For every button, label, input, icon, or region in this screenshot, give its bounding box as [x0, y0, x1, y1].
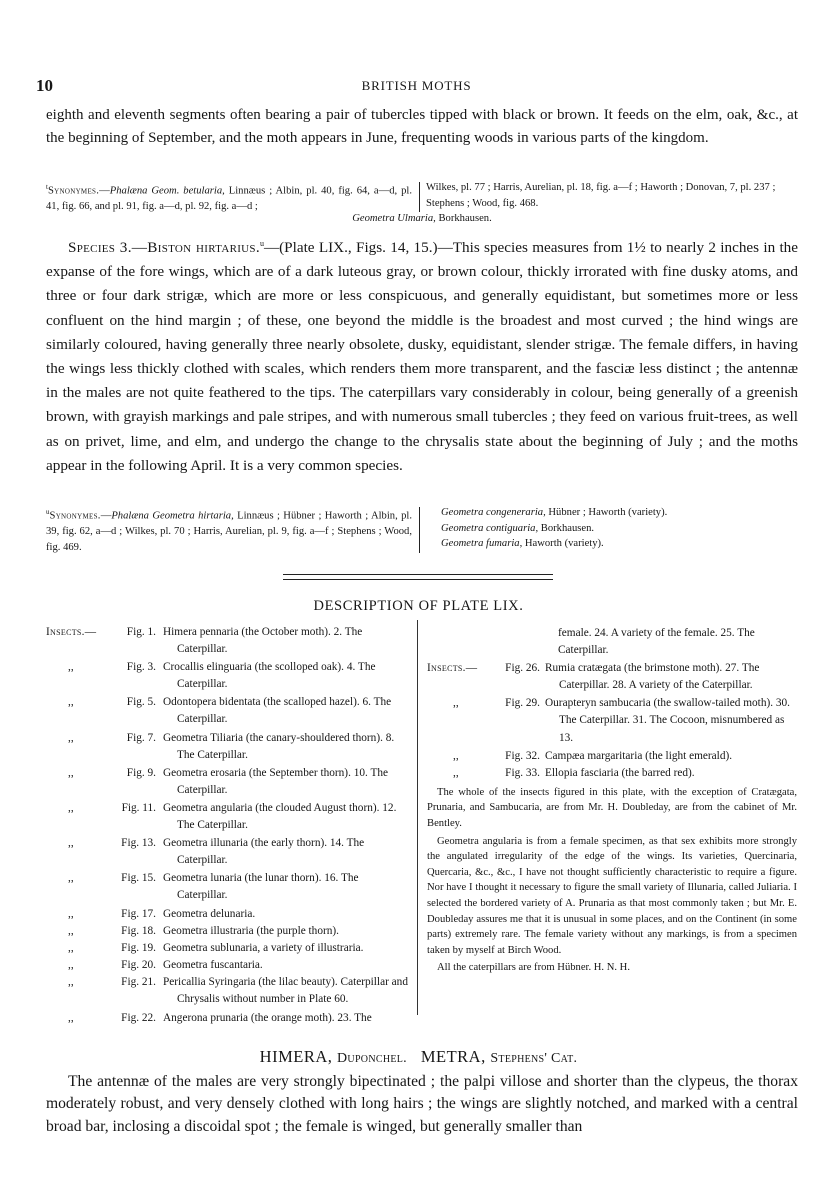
plate-notes [427, 785, 797, 976]
entry-lead: ,, [68, 731, 74, 744]
plate-note: The whole of the insects figured in this plate, with the exception of Cratægata, Prunaria, and Sambucaria, are from Mr. H. Doubleday, are from the cabinet of Mr. Bentley. [427, 786, 797, 830]
entry-lead: ,, [68, 941, 74, 954]
figure-number: Fig. 33. [505, 766, 540, 779]
synonyms-block-1-right: Wilkes, pl. 77 ; Harris, Aurelian, pl. 18, fig. a—f ; Haworth ; Donovan, 7, pl. 237 ; Stephens ; Wood, fig. 468. [426, 182, 776, 209]
synonym-name: Geometra Ulmaria, [352, 213, 436, 224]
synonym-author: Hübner ; Haworth (variety). [548, 507, 668, 518]
plate-entry [46, 624, 408, 658]
plate-note: All the caterpillars are from Hübner. H. N. H. [437, 962, 630, 974]
plate-note: Geometra angularia is from a female specimen, as that sex exhibits more strongly the angulated irregularity of the edge of the wings. Its varieties, Quercinaria, Quercaria, &c., &c., I have not thought sufficiently characteristic to require a figure. Nor have I thought it necessary to figure the small variety of Illunaria, called Juliaria. I selected the bordered variety of A. Prunaria as that most commonly taken ; but Mr. E. Doubleday assures me that it is unusual in some places, and on the Continent (in some parts) extremely rare. The female variety without any markings, is from a specimen taken by myself at Birch Wood. [427, 835, 797, 956]
figure-caption: Angerona prunaria (the orange moth). 23. The [163, 1012, 372, 1025]
synonyms-block-2-right [441, 505, 801, 552]
species-description: —(Plate LIX., Figs. 14, 15.)—This species measures from 1½ to nearly 2 inches in the expanse of the fore wings, which are of a dark luteous gray, or brown colour, thickly irrorated with fine dusky atoms, and three or four dark strigæ, which are more or less conspicuous, and generally equidistant, but sometimes more or less confluent on the hind margin ; of these, one beyond the middle is the broadest and most curved ; the hind wings are similarly coloured, having generally three nearly obsolete, dusky, equidistant, slender strigæ. The female differs, in having the wings less thickly clothed with scales, which renders them more transparent, and the fasciæ less distinct ; the antennæ in the males are not quite feathered to the tips. The caterpillars vary considerably in colour, being generally of a greenish brown, with grayish markings and pale stripes, and with numerous small tubercles ; they feed on various fruit-trees, as well as on privet, lime, and elm, and undergo the change to the chrysalis state about the beginning of July ; and the moths appear in the following April. It is a very common species. [46, 239, 799, 474]
figure-caption: Crocallis elinguaria (the scolloped oak). 4. The Caterpillar. [163, 661, 376, 691]
figure-number: Fig. 26. [505, 662, 540, 675]
footnote-marker: u [46, 508, 50, 516]
continuation-paragraph: eighth and eleventh segments often bearing a pair of tubercles tipped with black or brown. It feeds on the elm, oak, &c., at the beginning of September, and the moth appears in June, frequenting woods in various parts of the kingdom. [46, 107, 798, 146]
entry-lead: ,, [453, 697, 459, 710]
page-header [36, 76, 797, 98]
plate-entry [46, 694, 408, 728]
figure-caption: Geometra fuscantaria. [163, 958, 263, 971]
entry-lead: ,, [453, 749, 459, 762]
figure-caption: Geometra illustraria (the purple thorn). [163, 924, 339, 937]
plate-entry [46, 870, 408, 904]
figure-caption: Geometra Tiliaria (the canary-shouldered thorn). 8. The Caterpillar. [163, 731, 395, 761]
synonyms-label: Synonymes. [47, 185, 100, 197]
figure-caption: Himera pennaria (the October moth). 2. The Caterpillar. [163, 626, 363, 656]
plate-entry [427, 660, 797, 694]
species-3-paragraph [46, 232, 798, 478]
plate-entry [46, 940, 408, 957]
section-rule-top [283, 574, 553, 575]
plate-entry [427, 765, 797, 782]
plate-entry [46, 659, 408, 693]
figure-number: Fig. 18. [121, 924, 156, 937]
figure-number: Fig. 22. [121, 1012, 156, 1025]
footnote-marker: t [46, 183, 48, 191]
section-rule-bottom [283, 579, 553, 580]
figure-caption: Pericallia Syringaria (the lilac beauty). Caterpillar and Chrysalis without number in Plate 60. [163, 975, 408, 1005]
genus-description-paragraph: The antennæ of the males are very strongly bipectinated ; the palpi villose and shorter than the clypeus, the thorax moderately robust, and very densely clothed with long hairs ; the wings are slightly notched, and marked with a central broad bar, inclosing a discoidal spot ; the female is winged, but generally smaller than [46, 1073, 798, 1135]
figure-number: Fig. 17. [121, 907, 156, 920]
synonyms-divider-2 [419, 507, 420, 553]
figure-caption: Rumia cratægata (the brimstone moth). 27. The Caterpillar. 28. A variety of the Caterpillar. [545, 662, 760, 692]
synonym-line [441, 505, 801, 521]
entry-lead: ,, [68, 696, 74, 709]
figure-number: Fig. 5. [126, 696, 156, 709]
running-head: BRITISH MOTHS [361, 78, 472, 93]
plate-figures-right-column [427, 625, 797, 976]
entry-lead: Insects.— [46, 626, 97, 638]
genus-name: HIMERA, [259, 1047, 333, 1066]
entry-lead: ,, [453, 766, 459, 779]
synonyms-block-1-center [46, 211, 798, 227]
figure-number: Fig. 32. [505, 749, 540, 762]
genus-synonym-author: Stephens' Cat. [490, 1051, 578, 1066]
synonyms-label: Synonymes. [49, 510, 101, 522]
entry-lead: ,, [68, 766, 74, 779]
synonym-author: Borkhausen. [438, 213, 492, 224]
plate-entry [427, 695, 797, 746]
plate-title: DESCRIPTION OF PLATE LIX. [313, 598, 524, 614]
genus-author: Duponchel. [337, 1051, 407, 1066]
page-number: 10 [36, 76, 53, 95]
species-name: Biston hirtarius. [147, 239, 260, 257]
plate-entry [46, 923, 408, 940]
plate-entry [46, 1010, 408, 1027]
figure-number: Fig. 11. [121, 801, 156, 814]
plate-entry [427, 748, 797, 765]
synonym-author: Borkhausen. [540, 522, 595, 534]
synonym-name: Phalæna Geometra hirtaria, [111, 510, 234, 522]
synonym-author: Haworth (variety). [524, 538, 604, 549]
synonym-refs: Linnæus ; Albin, pl. 40, fig. 64, a—d, pl. 41, fig. 66, and pl. 91, fig. a—d, pl. 92, fig. a—d ; [46, 185, 412, 213]
entry-lead: ,, [68, 837, 74, 850]
synonym-name: Geometra congeneraria, [441, 507, 546, 518]
footnote-marker: u [259, 239, 264, 248]
figure-caption: Campæa margaritaria (the light emerald). [545, 749, 733, 762]
synonym-name: Geometra contiguaria, [441, 522, 539, 534]
figure-caption: Geometra erosaria (the September thorn). 10. The Caterpillar. [163, 766, 389, 796]
figure-number: Fig. 15. [121, 872, 156, 885]
figure-number: Fig. 9. [126, 766, 156, 779]
genus-heading [0, 1047, 837, 1067]
figure-caption: Geometra lunaria (the lunar thorn). 16. The Caterpillar. [163, 872, 359, 902]
synonym-line [441, 521, 801, 537]
figure-caption: Geometra delunaria. [163, 907, 256, 920]
figure-caption: Ellopia fasciaria (the barred red). [545, 766, 695, 779]
entry-lead: ,, [68, 924, 74, 937]
figure-caption: Ourapteryn sambucaria (the swallow-tailed moth). 30. The Caterpillar. 31. The Cocoon, misnumbered as 13. [545, 697, 791, 744]
column-divider [417, 620, 418, 1015]
species-label: Species 3.— [68, 239, 148, 257]
plate-entry [46, 730, 408, 764]
entry-lead: ,, [68, 975, 74, 988]
synonym-name: Geometra fumaria, [441, 538, 523, 549]
figure-caption: Geometra sublunaria, a variety of illustraria. [163, 941, 364, 954]
figure-caption: Geometra illunaria (the early thorn). 14. The Caterpillar. [163, 837, 365, 867]
figure-caption-continuation: female. 24. A variety of the female. 25. The Caterpillar. [558, 627, 755, 657]
plate-entry [46, 765, 408, 799]
synonym-refs: Linnæus ; Hübner ; Haworth ; Albin, pl. 39, fig. 62, a—d ; Wilkes, pl. 70 ; Harris, Aurelian, pl. 9, fig. a—f ; Stephens ; Wood, fig. 469. [46, 510, 412, 553]
synonym-name: Phalæna Geom. betularia, [109, 185, 225, 197]
figure-number: Fig. 21. [121, 975, 156, 988]
entry-lead: Insects.— [427, 662, 478, 675]
plate-entry [46, 957, 408, 974]
entry-lead: ,, [68, 1012, 74, 1025]
figure-number: Fig. 1. [126, 626, 156, 638]
plate-entry [46, 906, 408, 923]
figure-number: Fig. 7. [126, 731, 156, 744]
figure-caption: Odontopera bidentata (the scalloped hazel). 6. The Caterpillar. [163, 696, 392, 726]
entry-lead: ,, [68, 872, 74, 885]
entry-lead: ,, [68, 907, 74, 920]
entry-lead: ,, [68, 661, 74, 674]
plate-entry [46, 800, 408, 834]
figure-number: Fig. 29. [505, 697, 540, 710]
figure-number: Fig. 19. [121, 941, 156, 954]
synonyms-block-2-left: $^u$Synonymes.—Phalæna Geometra hirtaria, Linnæus ; Hübner ; Haworth ; Albin, pl. 39, fig. 62, a—d ; Wilkes, pl. 70 ; Harris, Aurelian, pl. 9, fig. a—f ; Stephens ; Wood, fig. 469. [46, 508, 412, 553]
figure-number: Fig. 20. [121, 958, 156, 971]
synonyms-block-1-left: $^t$Synonymes.—Phalæna Geom. betularia, Linnæus ; Albin, pl. 40, fig. 64, a—d, pl. 41, fig. 66, and pl. 91, fig. a—d, pl. 92, fig. a—d ; [46, 183, 412, 213]
entry-lead: ,, [68, 958, 74, 971]
synonyms-divider-1 [419, 182, 420, 212]
figure-caption: Geometra angularia (the clouded August thorn). 12. The Caterpillar. [163, 801, 397, 832]
plate-entry [46, 974, 408, 1008]
plate-entry [46, 835, 408, 869]
synonym-line [441, 536, 801, 552]
figure-number: Fig. 3. [126, 661, 156, 674]
genus-synonym: METRA, [420, 1047, 486, 1066]
figure-number: Fig. 13. [121, 837, 156, 850]
plate-figures-left-column [46, 624, 408, 1027]
entry-lead: ,, [68, 801, 74, 814]
